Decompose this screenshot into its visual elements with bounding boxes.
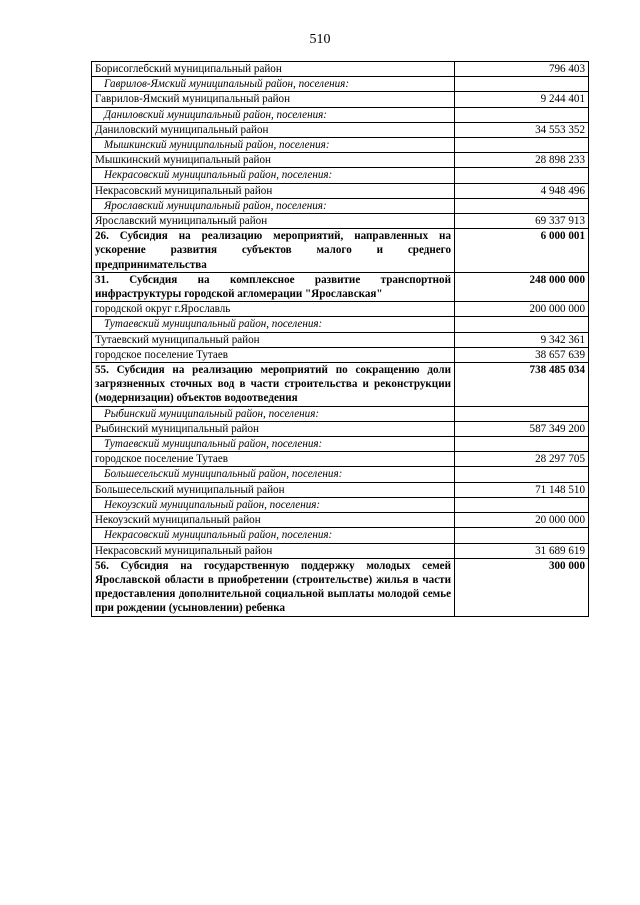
table-row [92,482,589,497]
row-amount: 587 349 200 [455,421,589,436]
table-row [92,543,589,558]
row-name: Ярославский муниципальный район, поселения: [92,198,455,213]
row-amount: 6 000 001 [455,229,589,273]
row-amount: 4 948 496 [455,183,589,198]
row-amount [455,406,589,421]
row-name: Гаврилов-Ямский муниципальный район, поселения: [92,77,455,92]
row-amount: 34 553 352 [455,122,589,137]
settlements-subheading-row [92,317,589,332]
settlements-subheading-row [92,77,589,92]
row-name: Ярославский муниципальный район [92,214,455,229]
row-name: Мышкинский муниципальный район, поселения: [92,138,455,153]
table-row [92,332,589,347]
row-amount: 9 244 401 [455,92,589,107]
row-amount: 9 342 361 [455,332,589,347]
settlements-subheading-row [92,467,589,482]
subsidy-heading-row [92,363,589,407]
table-row [92,421,589,436]
row-name: 31. Субсидия на комплексное развитие транспортной инфраструктуры городской агломерации "Ярославская" [92,272,455,301]
row-name: Мышкинский муниципальный район [92,153,455,168]
row-name: Некоузский муниципальный район [92,513,455,528]
subsidy-table [91,61,589,617]
table-row [92,452,589,467]
settlements-subheading-row [92,528,589,543]
row-name: Тутаевский муниципальный район [92,332,455,347]
row-amount [455,497,589,512]
row-name: Некрасовский муниципальный район, поселения: [92,528,455,543]
subsidy-table-body [92,62,589,617]
row-name: Рыбинский муниципальный район [92,421,455,436]
row-name: Тутаевский муниципальный район, поселения: [92,317,455,332]
settlements-subheading-row [92,107,589,122]
row-name: Некрасовский муниципальный район [92,183,455,198]
row-name: 56. Субсидия на государственную поддержку молодых семей Ярославской области в приобретении (строительстве) жилья в части предоставления дополнительной социальной выплаты молодой семье при рождении (усыновлении) ребенка [92,558,455,616]
settlements-subheading-row [92,497,589,512]
row-amount: 28 297 705 [455,452,589,467]
settlements-subheading-row [92,437,589,452]
row-name: 26. Субсидия на реализацию мероприятий, направленных на ускорение развития субъектов малого и среднего предпринимательства [92,229,455,273]
row-name: Борисоглебский муниципальный район [92,62,455,77]
row-amount [455,198,589,213]
settlements-subheading-row [92,198,589,213]
table-row [92,302,589,317]
row-amount [455,317,589,332]
row-amount [455,467,589,482]
settlements-subheading-row [92,138,589,153]
page-number: 510 [309,32,331,47]
table-row [92,214,589,229]
row-name: Тутаевский муниципальный район, поселения: [92,437,455,452]
settlements-subheading-row [92,406,589,421]
table-row [92,347,589,362]
row-name: Рыбинский муниципальный район, поселения: [92,406,455,421]
row-name: Большесельский муниципальный район, поселения: [92,467,455,482]
table-row [92,62,589,77]
table-row [92,92,589,107]
row-amount: 248 000 000 [455,272,589,301]
row-amount: 31 689 619 [455,543,589,558]
table-row [92,122,589,137]
row-name: Некоузский муниципальный район, поселения: [92,497,455,512]
row-name: Гаврилов-Ямский муниципальный район [92,92,455,107]
row-amount: 28 898 233 [455,153,589,168]
row-name: городское поселение Тутаев [92,452,455,467]
row-name: городское поселение Тутаев [92,347,455,362]
table-row [92,183,589,198]
row-name: Даниловский муниципальный район [92,122,455,137]
subsidy-heading-row [92,272,589,301]
row-amount: 71 148 510 [455,482,589,497]
row-name: Даниловский муниципальный район, поселения: [92,107,455,122]
row-name: 55. Субсидия на реализацию мероприятий по сокращению доли загрязненных сточных вод в части строительства и реконструкции (модернизации) объектов водоотведения [92,363,455,407]
row-amount: 738 485 034 [455,363,589,407]
row-amount [455,528,589,543]
subsidy-heading-row [92,229,589,273]
row-amount: 69 337 913 [455,214,589,229]
row-amount [455,168,589,183]
row-amount: 38 657 639 [455,347,589,362]
row-name: Большесельский муниципальный район [92,482,455,497]
row-amount [455,107,589,122]
row-name: городской округ г.Ярославль [92,302,455,317]
row-amount [455,138,589,153]
settlements-subheading-row [92,168,589,183]
row-amount [455,437,589,452]
row-name: Некрасовский муниципальный район [92,543,455,558]
row-name: Некрасовский муниципальный район, поселения: [92,168,455,183]
row-amount: 200 000 000 [455,302,589,317]
table-row [92,153,589,168]
subsidy-heading-row [92,558,589,616]
row-amount: 300 000 [455,558,589,616]
row-amount: 20 000 000 [455,513,589,528]
row-amount: 796 403 [455,62,589,77]
row-amount [455,77,589,92]
table-row [92,513,589,528]
